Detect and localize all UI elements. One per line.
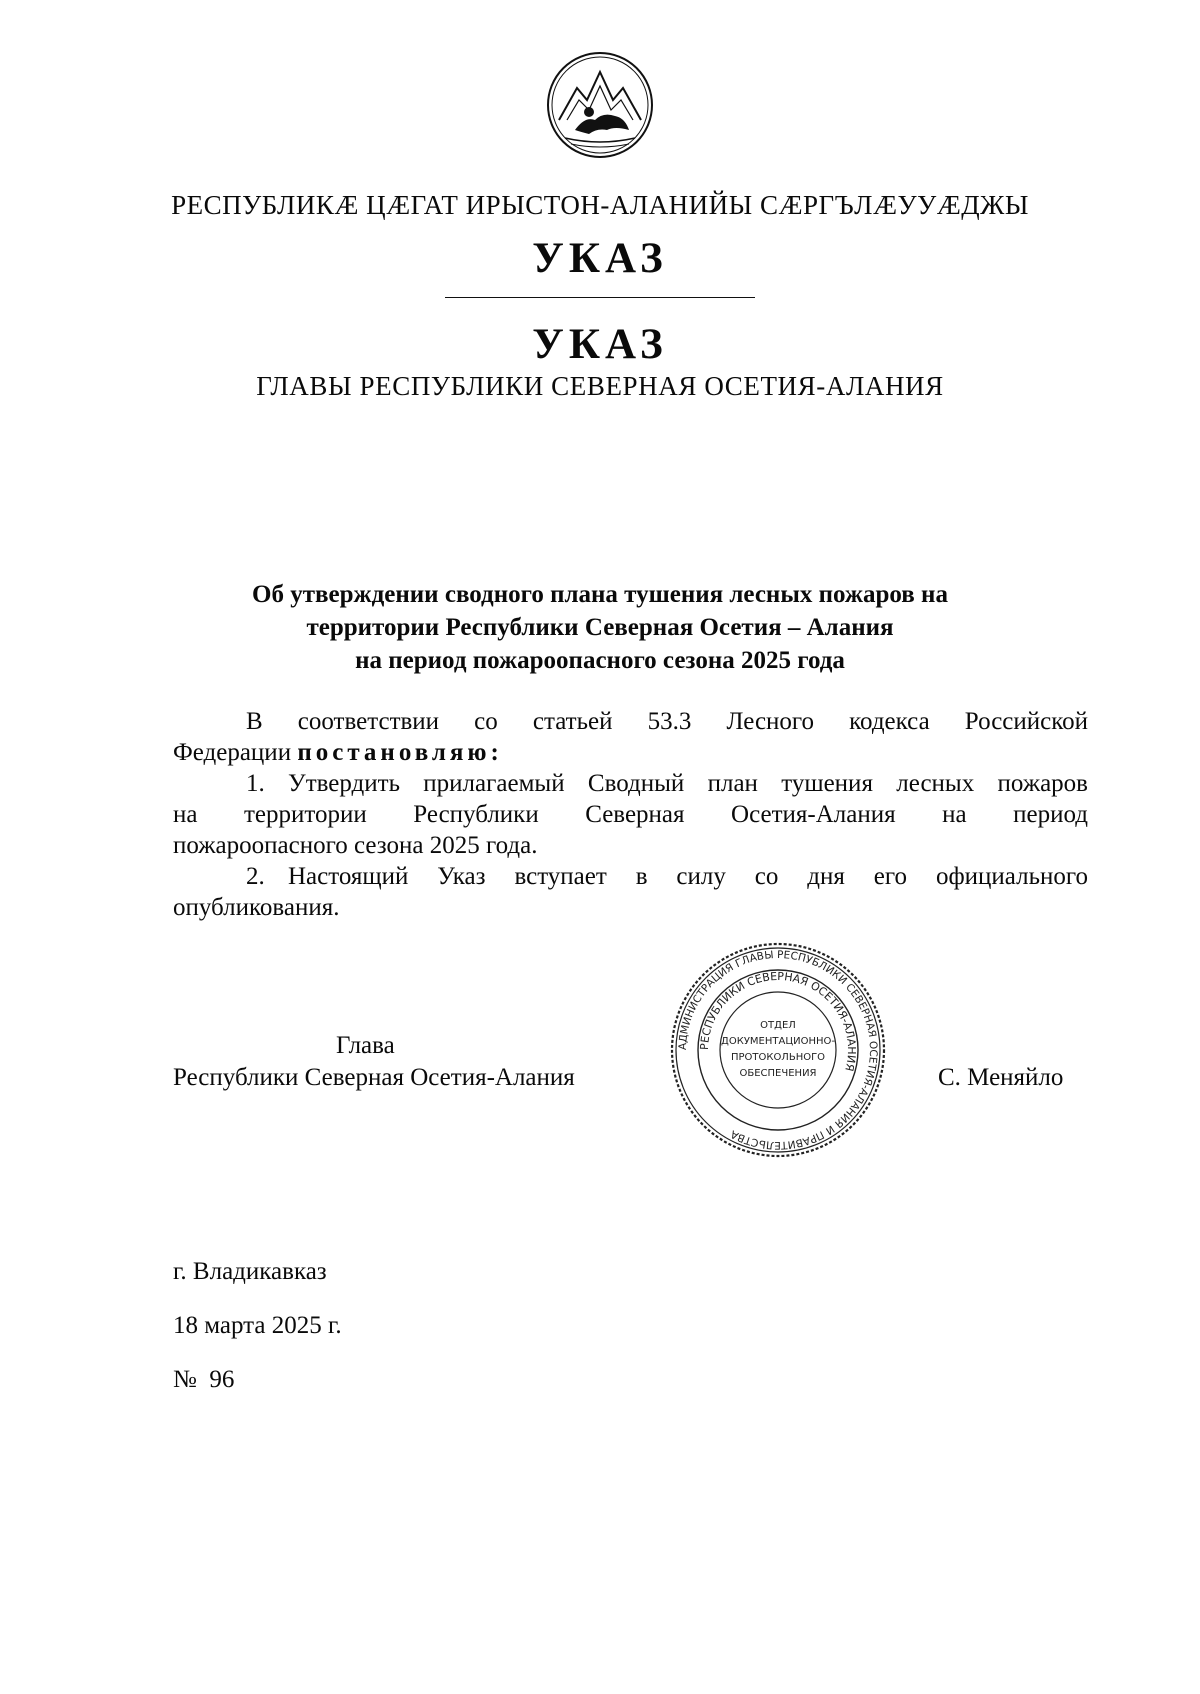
republic-emblem-icon: [545, 50, 655, 160]
item-2-line-2: опубликования.: [173, 894, 340, 921]
header-ossetian-line: РЕСПУБЛИКӔ ЦӔГАТ ИРЫСТОН-АЛАНИЙЫ СӔРГЪЛӔУУӔДЖЫ: [171, 190, 1029, 220]
item-2-number: 2.: [246, 863, 265, 890]
decree-word: постановляю:: [297, 739, 503, 766]
document-title-line-3: на период пожароопасного сезона 2025 года: [355, 647, 845, 674]
preamble-line-1: В соответствии со статьей 53.3 Лесного кодекса Российской: [246, 708, 1088, 735]
city: г. Владикавказ: [173, 1258, 327, 1285]
item-1-line-2: на территории Республики Северная Осетия-Алания на период: [173, 801, 1088, 828]
stamp-center-line-4: ОБЕСПЕЧЕНИЯ: [739, 1068, 817, 1079]
signatory-position-line-2: Республики Северная Осетия-Алания: [173, 1064, 575, 1091]
preamble-word: Федерации: [173, 739, 292, 766]
header-russian-line: ГЛАВЫ РЕСПУБЛИКИ СЕВЕРНАЯ ОСЕТИЯ-АЛАНИЯ: [256, 371, 944, 401]
item-1-line-1: Утвердить прилагаемый Сводный план тушения лесных пожаров: [288, 770, 1088, 797]
decree-title-ossetian: УКАЗ: [532, 235, 668, 282]
signatory-name: С. Меняйло: [938, 1064, 1064, 1091]
item-1-number: 1.: [246, 770, 265, 797]
item-2-line-1: Настоящий Указ вступает в силу со дня его официального: [288, 863, 1088, 890]
stamp-center-line-1: ОТДЕЛ: [760, 1020, 796, 1031]
preamble-line-2: [173, 737, 503, 768]
official-seal-stamp: [668, 940, 888, 1160]
signatory-position-line-1: Глава: [336, 1032, 395, 1059]
item-1-line-3: пожароопасного сезона 2025 года.: [173, 832, 538, 859]
stamp-center-line-2: ДОКУМЕНТАЦИОННО-: [721, 1036, 835, 1047]
decree-title-russian: УКАЗ: [532, 321, 668, 368]
date: 18 марта 2025 г.: [173, 1312, 342, 1339]
decree-number: № 96: [173, 1366, 235, 1393]
document-title-line-2: территории Республики Северная Осетия – Алания: [306, 614, 894, 641]
header-divider: [445, 297, 755, 298]
document-title-line-1: Об утверждении сводного плана тушения лесных пожаров на: [252, 581, 948, 608]
stamp-outer-text: АДМИНИСТРАЦИЯ ГЛАВЫ РЕСПУБЛИКИ СЕВЕРНАЯ ОСЕТИЯ-АЛАНИЯ И ПРАВИТЕЛЬСТВА: [676, 948, 880, 1152]
stamp-inner-text: РЕСПУБЛИКИ СЕВЕРНАЯ ОСЕТИЯ-АЛАНИЯ: [697, 969, 859, 1073]
stamp-center-line-3: ПРОТОКОЛЬНОГО: [730, 1052, 826, 1063]
